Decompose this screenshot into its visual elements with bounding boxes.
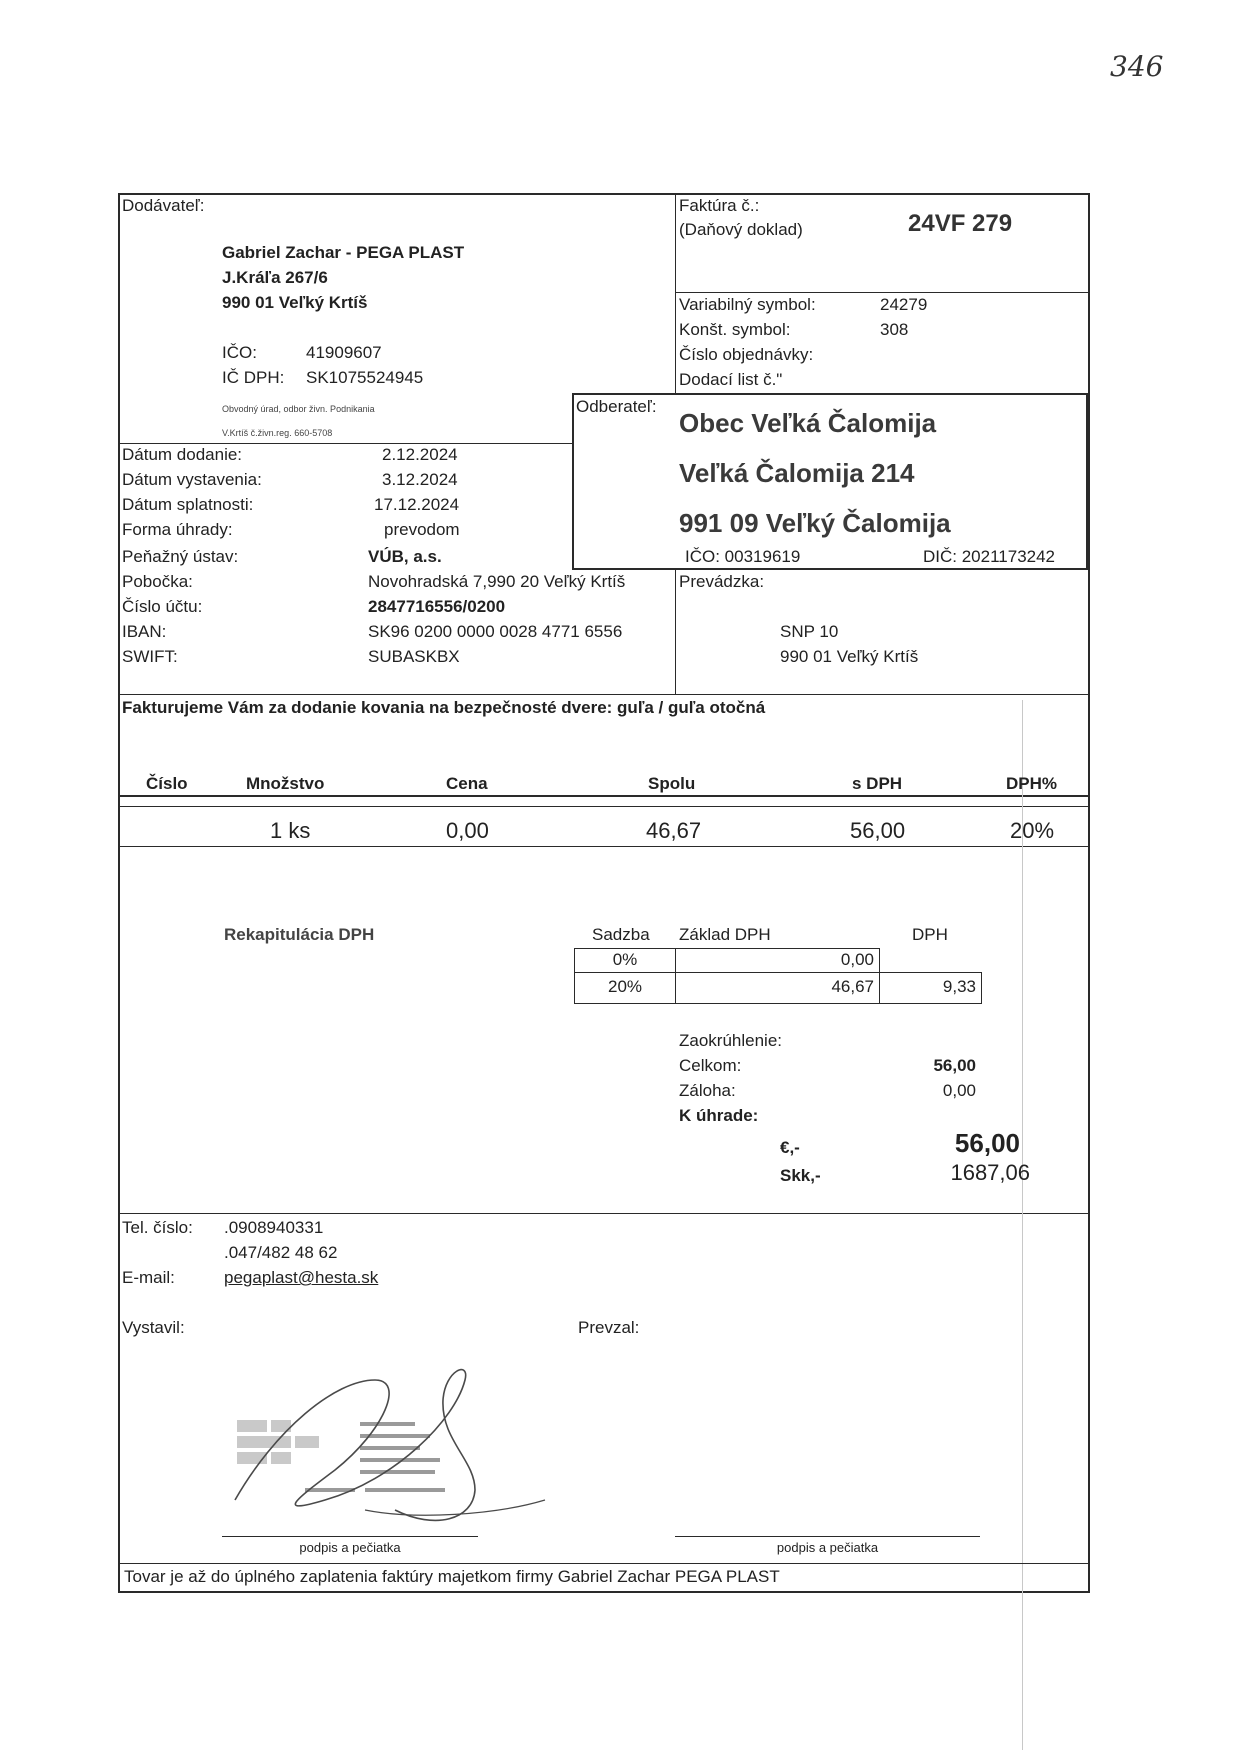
email-label: E-mail: — [122, 1268, 175, 1287]
col-header-dph-pct: DPH% — [1006, 774, 1058, 793]
due-label: K úhrade: — [679, 1106, 759, 1125]
items-row-bottom-line — [118, 846, 1090, 847]
branch-value: Novohradská 7,990 20 Veľký Krtíš — [368, 572, 626, 591]
date-issue-value: 3.12.2024 — [382, 470, 458, 489]
delivery-note-label: Dodací list č." — [679, 370, 783, 389]
customer-name: Obec Veľká Čalomija — [679, 408, 937, 438]
footer-note: Tovar je až do úplného zaplatenia faktúry majetkom firmy Gabriel Zachar PEGA PLAST — [124, 1567, 780, 1586]
invoice-sublabel: (Daňový doklad) — [679, 220, 803, 239]
footer-note-top-line — [118, 1563, 1090, 1564]
vat-recap-title: Rekapitulácia DPH — [224, 925, 375, 944]
vat-grid-top — [574, 948, 880, 949]
date-issue-label: Dátum vystavenia: — [122, 470, 262, 489]
vat-grid-mid — [574, 972, 982, 973]
eur-value: 56,00 — [954, 1128, 1020, 1158]
total-label: Celkom: — [679, 1056, 742, 1075]
customer-ico: IČO: 00319619 — [685, 547, 801, 566]
vat-row-rate: 20% — [607, 977, 643, 996]
customer-box-left — [572, 393, 574, 569]
customer-city: 991 09 Veľký Čalomija — [679, 508, 951, 538]
scan-artifact-line — [1022, 700, 1023, 1750]
date-delivery-value: 2.12.2024 — [382, 445, 458, 464]
frame-left — [118, 193, 120, 1593]
totals-bottom-line — [118, 1213, 1090, 1214]
bank-label: Peňažný ústav: — [122, 547, 239, 566]
received-by-label: Prevzal: — [578, 1318, 640, 1337]
divider-invoice — [675, 193, 676, 393]
invoice-label: Faktúra č.: — [679, 196, 760, 215]
row-sdph: 56,00 — [850, 818, 906, 843]
supplier-city: 990 01 Veľký Krtíš — [222, 293, 368, 312]
customer-box-right — [1086, 393, 1088, 569]
rounding-label: Zaokrúhlenie: — [679, 1031, 783, 1050]
col-header-cena: Cena — [446, 774, 488, 793]
swift-label: SWIFT: — [122, 647, 178, 666]
branch-label: Pobočka: — [122, 572, 193, 591]
date-delivery-label: Dátum dodanie: — [122, 445, 243, 464]
vat-grid-bottom — [574, 1003, 982, 1004]
divider-premises — [675, 570, 676, 694]
supplier-icdph-label: IČ DPH: — [222, 368, 285, 387]
supplier-ico-label: IČO: — [222, 343, 257, 362]
vat-header-base: Základ DPH — [679, 925, 771, 944]
vat-row-base: 0,00 — [840, 950, 874, 969]
konst-symbol-label: Konšt. symbol: — [679, 320, 791, 339]
description-top-line — [118, 694, 1090, 695]
advance-value: 0,00 — [942, 1081, 976, 1100]
date-due-label: Dátum splatnosti: — [122, 495, 254, 514]
premises-city: 990 01 Veľký Krtíš — [780, 647, 919, 666]
supplier-icdph-value: SK1075524945 — [306, 368, 424, 387]
customer-heading: Odberateľ: — [576, 397, 657, 416]
skk-label: Skk,- — [780, 1166, 821, 1185]
account-label: Číslo účtu: — [122, 597, 203, 616]
bank-value: VÚB, a.s. — [368, 547, 442, 566]
payment-form-label: Forma úhrady: — [122, 520, 233, 539]
var-symbol-value: 24279 — [880, 295, 928, 314]
vat-row-base: 46,67 — [831, 977, 874, 996]
iban-label: IBAN: — [122, 622, 167, 641]
total-value: 56,00 — [933, 1056, 976, 1075]
supplier-name: Gabriel Zachar - PEGA PLAST — [222, 243, 465, 262]
customer-street: Veľká Čalomija 214 — [679, 458, 915, 488]
vat-grid-right — [981, 972, 982, 1004]
stamp-signature-icon — [215, 1340, 635, 1540]
advance-label: Záloha: — [679, 1081, 736, 1100]
vat-row-rate: 0% — [612, 950, 638, 969]
konst-symbol-value: 308 — [880, 320, 909, 339]
order-number-label: Číslo objednávky: — [679, 345, 814, 364]
supplier-street: J.Kráľa 267/6 — [222, 268, 328, 287]
page-number: 346 — [1110, 50, 1164, 83]
sign-caption-right: podpis a pečiatka — [776, 1540, 879, 1555]
col-header-cislo: Číslo — [146, 774, 188, 793]
customer-box-bottom — [572, 568, 1090, 570]
sign-line-right — [675, 1536, 980, 1537]
row-spolu: 46,67 — [646, 818, 702, 843]
items-header-line — [118, 795, 1090, 797]
eur-label: €,- — [780, 1138, 800, 1157]
premises-label: Prevádzka: — [679, 572, 765, 591]
sign-caption-left: podpis a pečiatka — [299, 1540, 401, 1555]
swift-value: SUBASKBX — [368, 647, 460, 666]
col-header-spolu: Spolu — [648, 774, 696, 793]
customer-dic: DIČ: 2021173242 — [923, 547, 1056, 566]
tel-1: .0908940331 — [224, 1218, 324, 1237]
row-dph-pct: 20% — [1010, 818, 1055, 843]
email-link[interactable]: pegaplast@hesta.sk — [224, 1268, 379, 1287]
frame-right — [1088, 193, 1090, 1593]
invoice-number: 24VF 279 — [908, 210, 1013, 237]
invoice-description: Fakturujeme Vám za dodanie kovania na bezpečnosté dvere: guľa / guľa otočná — [122, 698, 766, 717]
premises-street: SNP 10 — [780, 622, 839, 641]
supplier-ico-value: 41909607 — [306, 343, 382, 362]
skk-value: 1687,06 — [950, 1160, 1030, 1185]
vat-header-vat: DPH — [912, 925, 948, 944]
row-mnozstvo: 1 ks — [270, 818, 311, 843]
account-value: 2847716556/0200 — [368, 597, 506, 616]
tel-label: Tel. číslo: — [122, 1218, 193, 1237]
frame-top — [118, 193, 1090, 195]
var-symbol-label: Variabilný symbol: — [679, 295, 816, 314]
payment-form-value: prevodom — [384, 520, 460, 539]
dates-top-line — [118, 443, 573, 444]
issued-by-label: Vystavil: — [122, 1318, 185, 1337]
supplier-registry-1: Obvodný úrad, odbor živn. Podnikania — [222, 404, 375, 414]
vat-row-vat: 9,33 — [942, 977, 976, 996]
iban-value: SK96 0200 0000 0028 4771 6556 — [368, 622, 623, 641]
customer-box-top — [572, 393, 1090, 395]
date-due-value: 17.12.2024 — [374, 495, 460, 514]
col-header-sdph: s DPH — [852, 774, 903, 793]
supplier-registry-2: V.Krtíš č.živn.reg. 660-5708 — [222, 428, 333, 438]
frame-bottom — [118, 1591, 1090, 1593]
vat-header-rate: Sadzba — [592, 925, 650, 944]
items-row-top-line — [118, 806, 1090, 807]
row-cena: 0,00 — [446, 818, 489, 843]
tel-2: .047/482 48 62 — [224, 1243, 338, 1262]
col-header-mnozstvo: Množstvo — [246, 774, 325, 793]
supplier-heading: Dodávateľ: — [122, 196, 205, 215]
invoice-box-bottom — [675, 292, 1090, 293]
